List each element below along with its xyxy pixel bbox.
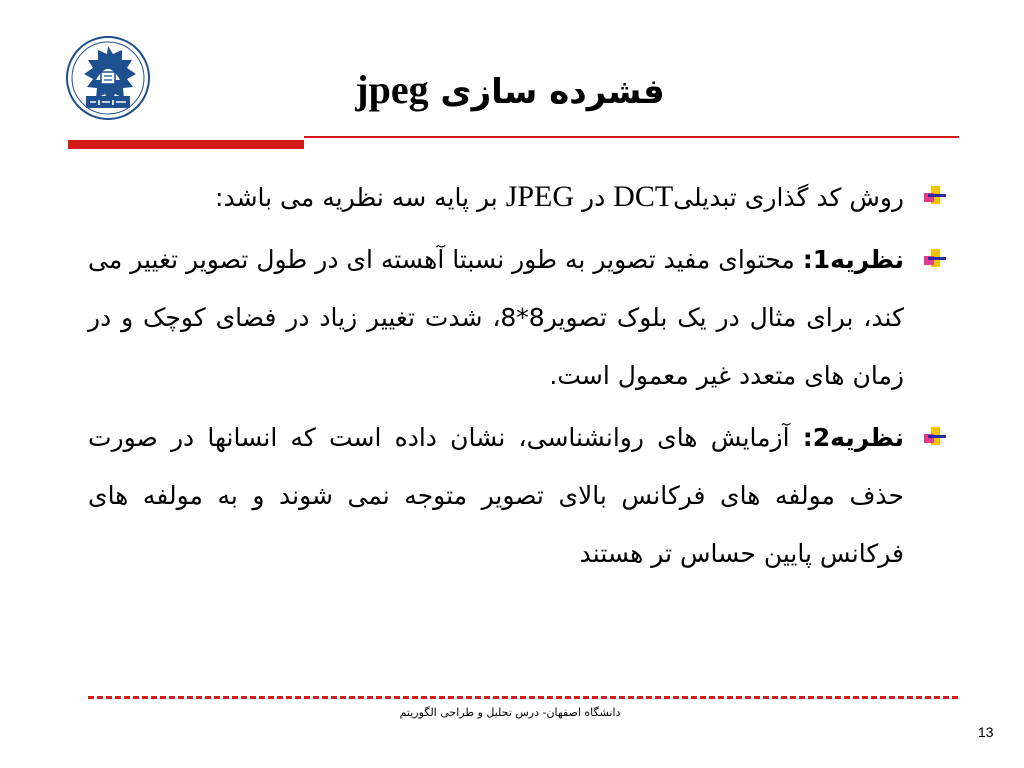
university-logo-icon [66,36,150,120]
theory-1-text: محتوای مفید تصویر به طور نسبتا آهسته ای در طول تصویر تغییر می کند، برای مثال در یک بلوک تصویر8*8، شدت تغییر زیاد در فضای کوچک و در زمان های متعدد غیر معمول است. [88,245,905,390]
page-number: 13 [978,724,994,740]
slide-body [88,168,956,587]
bullet-term-dct: DCT [613,180,674,213]
bullet-term-jpeg: JPEG [505,180,575,213]
title-underline-accent [68,140,304,149]
theory-2-label: نظریه2: [802,423,904,452]
bullet-item-theory-2 [88,409,956,583]
title-latin: jpeg [355,67,429,112]
theory-1-label: نظریه1: [802,245,904,274]
colored-square-bullet-icon [922,425,948,449]
bullet-item-intro [88,168,956,227]
bullet-text-b: در [574,183,614,212]
footer-text: دانشگاه اصفهان- درس تحلیل و طراحی الگوریتم [399,706,621,719]
title-underline [304,136,959,138]
theory-2-text: آزمایش های روانشناسی، نشان داده است که انسانها در صورت حذف مولفه های فرکانس بالای تصویر متوجه نمی شوند و به مولفه های فرکانس پایین حساس تر هستند [88,423,904,568]
title-farsi: فشرده سازی [440,72,665,112]
footer-divider [88,696,958,699]
colored-square-bullet-icon [922,247,948,271]
bullet-text-c: بر پایه سه نظریه می باشد: [215,183,506,212]
bullet-text-a: روش کد گذاری تبدیلی [673,183,904,212]
colored-square-bullet-icon [922,184,948,208]
bullet-item-theory-1 [88,231,956,405]
slide-title [300,62,720,120]
